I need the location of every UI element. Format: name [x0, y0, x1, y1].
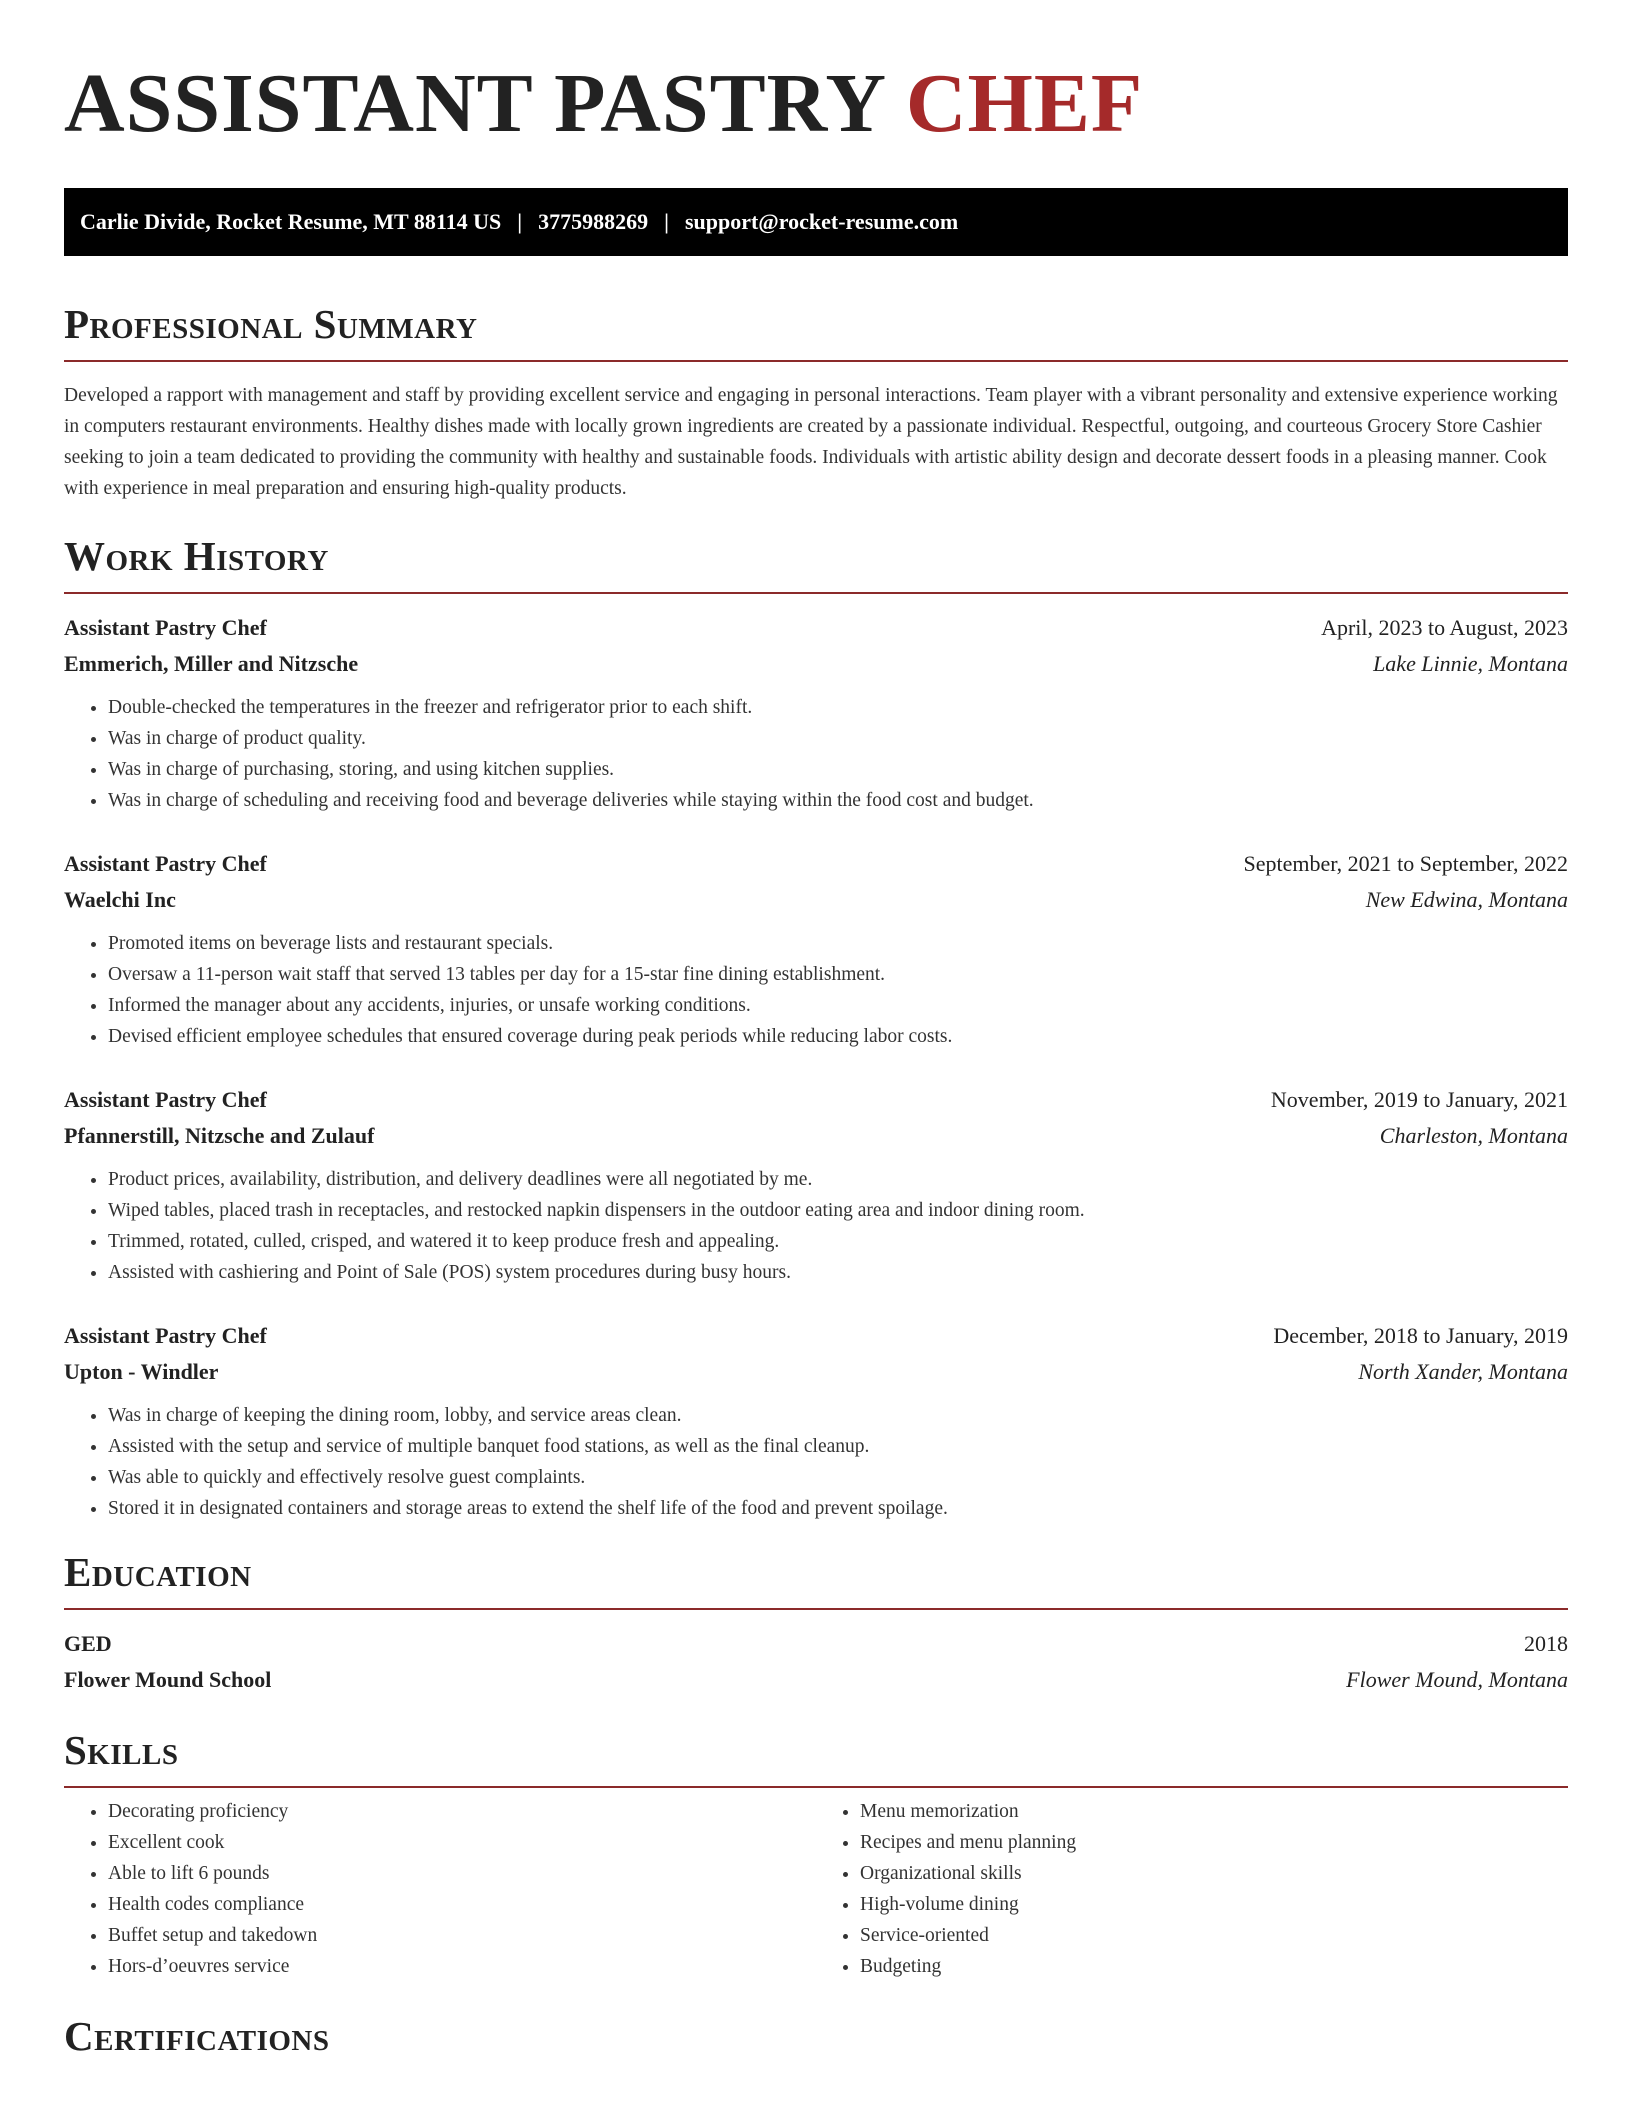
skills-column-left [64, 1796, 816, 1982]
job-title: Assistant Pastry Chef [64, 851, 267, 876]
job-company: Pfannerstill, Nitzsche and Zulauf [64, 1123, 375, 1148]
job-bullet: • Was in charge of product quality. [108, 723, 1568, 754]
summary-section [64, 300, 1568, 504]
skill-item: • Able to lift 6 pounds [108, 1858, 816, 1889]
job-company: Waelchi Inc [64, 887, 176, 912]
job-dates: November, 2019 to January, 2021 [1270, 1087, 1568, 1112]
job-dates: September, 2021 to September, 2022 [1243, 851, 1568, 876]
job-header-row [64, 1082, 1568, 1118]
skills-column-right [816, 1796, 1568, 1982]
job-entry [64, 1318, 1568, 1524]
education-year: 2018 [1524, 1631, 1568, 1656]
job-bullet: • Oversaw a 11-person wait staff that served 13 tables per day for a 15-star fine dining establishment. [108, 959, 1568, 990]
job-company-row [64, 1354, 1568, 1390]
job-bullet: • Was in charge of purchasing, storing, and using kitchen supplies. [108, 754, 1568, 785]
job-bullet: • Assisted with cashiering and Point of Sale (POS) system procedures during busy hours. [108, 1257, 1568, 1288]
job-bullet: • Wiped tables, placed trash in receptacles, and restocked napkin dispensers in the outdoor eating area and indoor dining room. [108, 1195, 1568, 1226]
title-main: ASSISTANT PASTRY [64, 57, 884, 150]
section-divider [64, 592, 1568, 594]
job-company: Emmerich, Miller and Nitzsche [64, 651, 359, 676]
job-bullets [64, 1164, 1568, 1288]
job-company-row [64, 1118, 1568, 1154]
job-location: New Edwina, Montana [1365, 887, 1568, 912]
job-dates: December, 2018 to January, 2019 [1273, 1323, 1568, 1348]
job-bullet: • Was in charge of scheduling and receiving food and beverage deliveries while staying within the food cost and budget. [108, 785, 1568, 816]
section-divider [64, 1608, 1568, 1610]
job-company: Upton - Windler [64, 1359, 219, 1384]
certifications-section [64, 2012, 1568, 2060]
section-heading-skills: Skills [64, 1727, 179, 1773]
job-header-row [64, 846, 1568, 882]
job-dates: April, 2023 to August, 2023 [1321, 615, 1568, 640]
job-location: Charleston, Montana [1379, 1123, 1568, 1148]
skill-item: • Recipes and menu planning [860, 1827, 1568, 1858]
skill-item: • Organizational skills [860, 1858, 1568, 1889]
job-entry [64, 846, 1568, 1052]
education-school-row [64, 1662, 1568, 1698]
section-heading-education: Education [64, 1549, 252, 1595]
section-divider [64, 1786, 1568, 1788]
job-header-row [64, 610, 1568, 646]
education-school: Flower Mound School [64, 1667, 272, 1692]
job-bullet: • Trimmed, rotated, culled, crisped, and watered it to keep produce fresh and appealing. [108, 1226, 1568, 1257]
education-section [64, 1548, 1568, 1698]
contact-address: Carlie Divide, Rocket Resume, MT 88114 US [80, 209, 502, 234]
skill-item: • Excellent cook [108, 1827, 816, 1858]
skill-item: • Decorating proficiency [108, 1796, 816, 1827]
education-degree: GED [64, 1631, 112, 1656]
job-bullet: • Was able to quickly and effectively resolve guest complaints. [108, 1462, 1568, 1493]
skill-item: • Buffet setup and takedown [108, 1920, 816, 1951]
job-bullet: • Stored it in designated containers and storage areas to extend the shelf life of the food and prevent spoilage. [108, 1493, 1568, 1524]
skill-item: • Menu memorization [860, 1796, 1568, 1827]
job-bullets [64, 928, 1568, 1052]
skill-item: • Hors-d’oeuvres service [108, 1951, 816, 1982]
contact-separator: | [517, 209, 523, 234]
skill-item: • Budgeting [860, 1951, 1568, 1982]
section-heading-certifications: Certifications [64, 2013, 330, 2059]
job-title: Assistant Pastry Chef [64, 1323, 267, 1348]
skill-item: • Health codes compliance [108, 1889, 816, 1920]
job-entry [64, 610, 1568, 816]
section-heading-summary: Professional Summary [64, 301, 478, 347]
job-location: North Xander, Montana [1358, 1359, 1568, 1384]
job-bullet: • Promoted items on beverage lists and restaurant specials. [108, 928, 1568, 959]
job-bullet: • Devised efficient employee schedules that ensured coverage during peak periods while reducing labor costs. [108, 1021, 1568, 1052]
job-bullet: • Product prices, availability, distribution, and delivery deadlines were all negotiated by me. [108, 1164, 1568, 1195]
job-bullet: • Was in charge of keeping the dining room, lobby, and service areas clean. [108, 1400, 1568, 1431]
job-title: Assistant Pastry Chef [64, 1087, 267, 1112]
job-bullets [64, 692, 1568, 816]
education-location: Flower Mound, Montana [1346, 1667, 1568, 1692]
contact-separator: | [664, 209, 669, 234]
skill-item: • Service-oriented [860, 1920, 1568, 1951]
education-entry [64, 1626, 1568, 1698]
job-company-row [64, 646, 1568, 682]
contact-email[interactable]: support@rocket-resume.com [684, 209, 959, 234]
job-bullets [64, 1400, 1568, 1524]
job-header-row [64, 1318, 1568, 1354]
summary-text: Developed a rapport with management and staff by providing excellent service and engaging in personal interactions. Team player with a vibrant personality and extensive experience working in computers restaurant environments. Healthy dishes made with locally grown ingredients are created by a passionate individual. Respectful, outgoing, and courteous Grocery Store Cashier seeking to join a team dedicated to providing the community with healthy and sustainable foods. Individuals with artistic ability design and decorate dessert foods in a pleasing manner. Cook with experience in meal preparation and ensuring high-quality products. [64, 385, 1558, 499]
section-heading-work-history: Work History [64, 533, 329, 579]
job-bullet: • Assisted with the setup and service of multiple banquet food stations, as well as the final cleanup. [108, 1431, 1568, 1462]
section-divider [64, 360, 1568, 362]
skills-grid [64, 1796, 1568, 1982]
contact-bar [64, 188, 1568, 256]
contact-phone[interactable]: 3775988269 [538, 209, 649, 234]
job-bullet: • Informed the manager about any accidents, injuries, or unsafe working conditions. [108, 990, 1568, 1021]
resume-title [64, 0, 1568, 152]
job-bullet: • Double-checked the temperatures in the freezer and refrigerator prior to each shift. [108, 692, 1568, 723]
skill-item: • High-volume dining [860, 1889, 1568, 1920]
education-header-row [64, 1626, 1568, 1662]
job-entry [64, 1082, 1568, 1288]
job-title: Assistant Pastry Chef [64, 615, 267, 640]
title-accent: CHEF [905, 57, 1144, 150]
job-company-row [64, 882, 1568, 918]
work-history-section [64, 532, 1568, 1524]
skills-section [64, 1726, 1568, 1982]
job-location: Lake Linnie, Montana [1373, 651, 1568, 676]
